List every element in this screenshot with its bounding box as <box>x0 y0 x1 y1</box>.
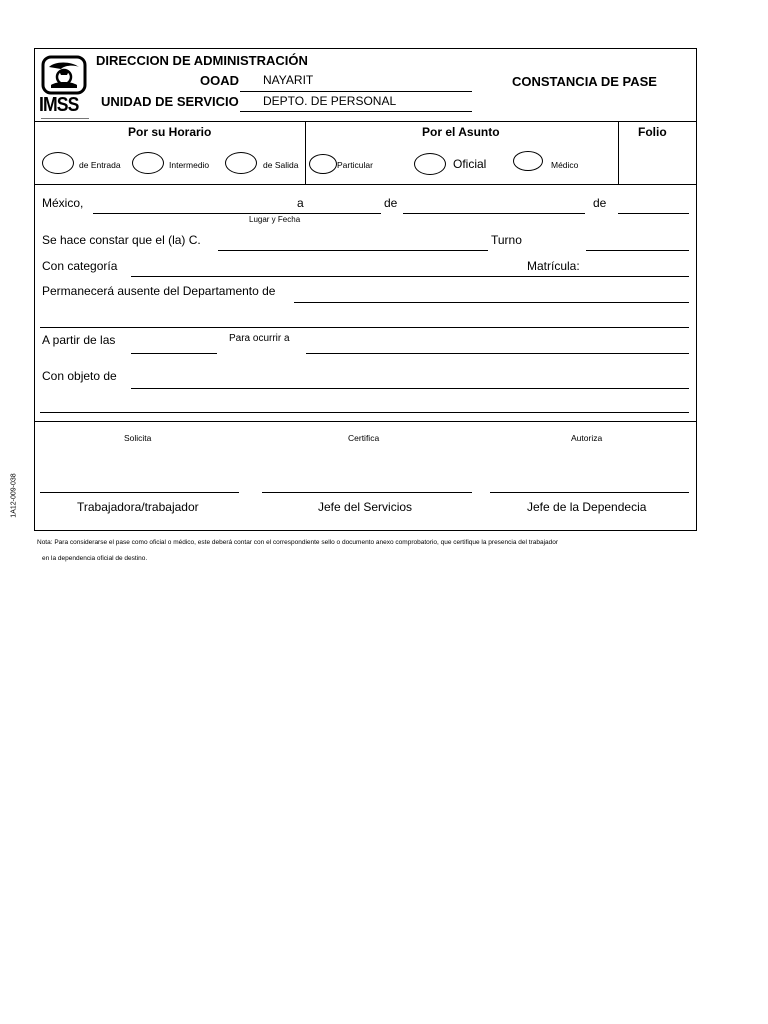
ocurrir-label: Para ocurrir a <box>229 333 290 344</box>
objeto-field[interactable] <box>131 388 689 389</box>
lugar-field[interactable] <box>93 213 307 214</box>
ooad-label: OOAD <box>200 73 239 88</box>
signature-line-jefe-dependencia[interactable] <box>490 492 689 493</box>
pass-form <box>34 48 697 531</box>
categoria-label: Con categoría <box>42 259 118 273</box>
folio-title: Folio <box>638 125 667 139</box>
matricula-label: Matrícula: <box>527 259 580 273</box>
solicita-label: Solicita <box>124 433 152 443</box>
constar-label: Se hace constar que el (la) C. <box>42 233 201 247</box>
categoria-field[interactable] <box>131 276 689 277</box>
mexico-label: México, <box>42 196 84 210</box>
side-form-code: 1A12-009-038 <box>10 473 18 518</box>
asunto-medico-label: Médico <box>551 160 579 170</box>
signature-jefe-dependencia-caption: Jefe de la Dependecia <box>527 500 647 514</box>
asunto-oficial-radio[interactable] <box>414 153 446 175</box>
ausente-label: Permanecerá ausente del Departamento de <box>42 284 276 298</box>
asunto-oficial-label: Oficial <box>453 157 487 171</box>
logo-text: IMSS <box>39 94 79 116</box>
worker-name-field[interactable] <box>218 250 488 251</box>
signature-line-worker[interactable] <box>40 492 239 493</box>
horario-title: Por su Horario <box>128 125 212 139</box>
horario-entrada-label: de Entrada <box>79 160 121 170</box>
horario-salida-label: de Salida <box>263 160 299 170</box>
ocurrir-field[interactable] <box>306 353 689 354</box>
horario-salida-radio[interactable] <box>225 152 257 174</box>
horario-intermedio-radio[interactable] <box>132 152 164 174</box>
form-title: CONSTANCIA DE PASE <box>512 74 657 89</box>
objeto-field-2[interactable] <box>40 412 689 413</box>
month-field[interactable] <box>403 213 585 214</box>
departamento-field-2[interactable] <box>40 327 689 328</box>
autoriza-label: Autoriza <box>571 433 603 443</box>
imss-logo <box>39 55 89 117</box>
departamento-field[interactable] <box>294 302 689 303</box>
hora-field[interactable] <box>131 353 217 354</box>
asunto-particular-radio[interactable] <box>309 154 337 174</box>
day-field[interactable] <box>307 213 381 214</box>
asunto-title: Por el Asunto <box>422 125 500 139</box>
objeto-label: Con objeto de <box>42 369 117 383</box>
unit-value: DEPTO. DE PERSONAL <box>263 94 397 108</box>
asunto-medico-radio[interactable] <box>513 151 543 171</box>
note-line-2: en la dependencia oficial de destino. <box>42 555 148 562</box>
ooad-value: NAYARIT <box>263 73 314 87</box>
turno-field[interactable] <box>586 250 689 251</box>
partir-label: A partir de las <box>42 333 116 347</box>
lugar-fecha-caption: Lugar y Fecha <box>249 215 301 224</box>
signature-worker-caption: Trabajadora/trabajador <box>77 500 199 514</box>
turno-label: Turno <box>491 233 522 247</box>
horario-intermedio-label: Intermedio <box>169 160 210 170</box>
signature-line-jefe-servicios[interactable] <box>262 492 472 493</box>
year-field[interactable] <box>618 213 689 214</box>
unit-underline <box>240 111 472 112</box>
ooad-underline <box>240 91 472 92</box>
horario-entrada-radio[interactable] <box>42 152 74 174</box>
a-label: a <box>297 196 304 210</box>
unit-label: UNIDAD DE SERVICIO <box>101 94 239 109</box>
folio-field[interactable] <box>619 144 696 183</box>
de-label-2: de <box>593 196 607 210</box>
imss-eagle-icon <box>41 55 87 95</box>
de-label-1: de <box>384 196 398 210</box>
certifica-label: Certifica <box>348 433 380 443</box>
note-line-1: Nota: Para considerarse el pase como oficial o médico, este deberá contar con el correspondiente sello o documento anexo comprobatorio, que certifique la presencia del trabajador <box>37 539 559 546</box>
asunto-particular-label: Particular <box>337 160 373 170</box>
signature-jefe-servicios-caption: Jefe del Servicios <box>318 500 413 514</box>
direction-title: DIRECCION DE ADMINISTRACIÓN <box>96 53 308 68</box>
